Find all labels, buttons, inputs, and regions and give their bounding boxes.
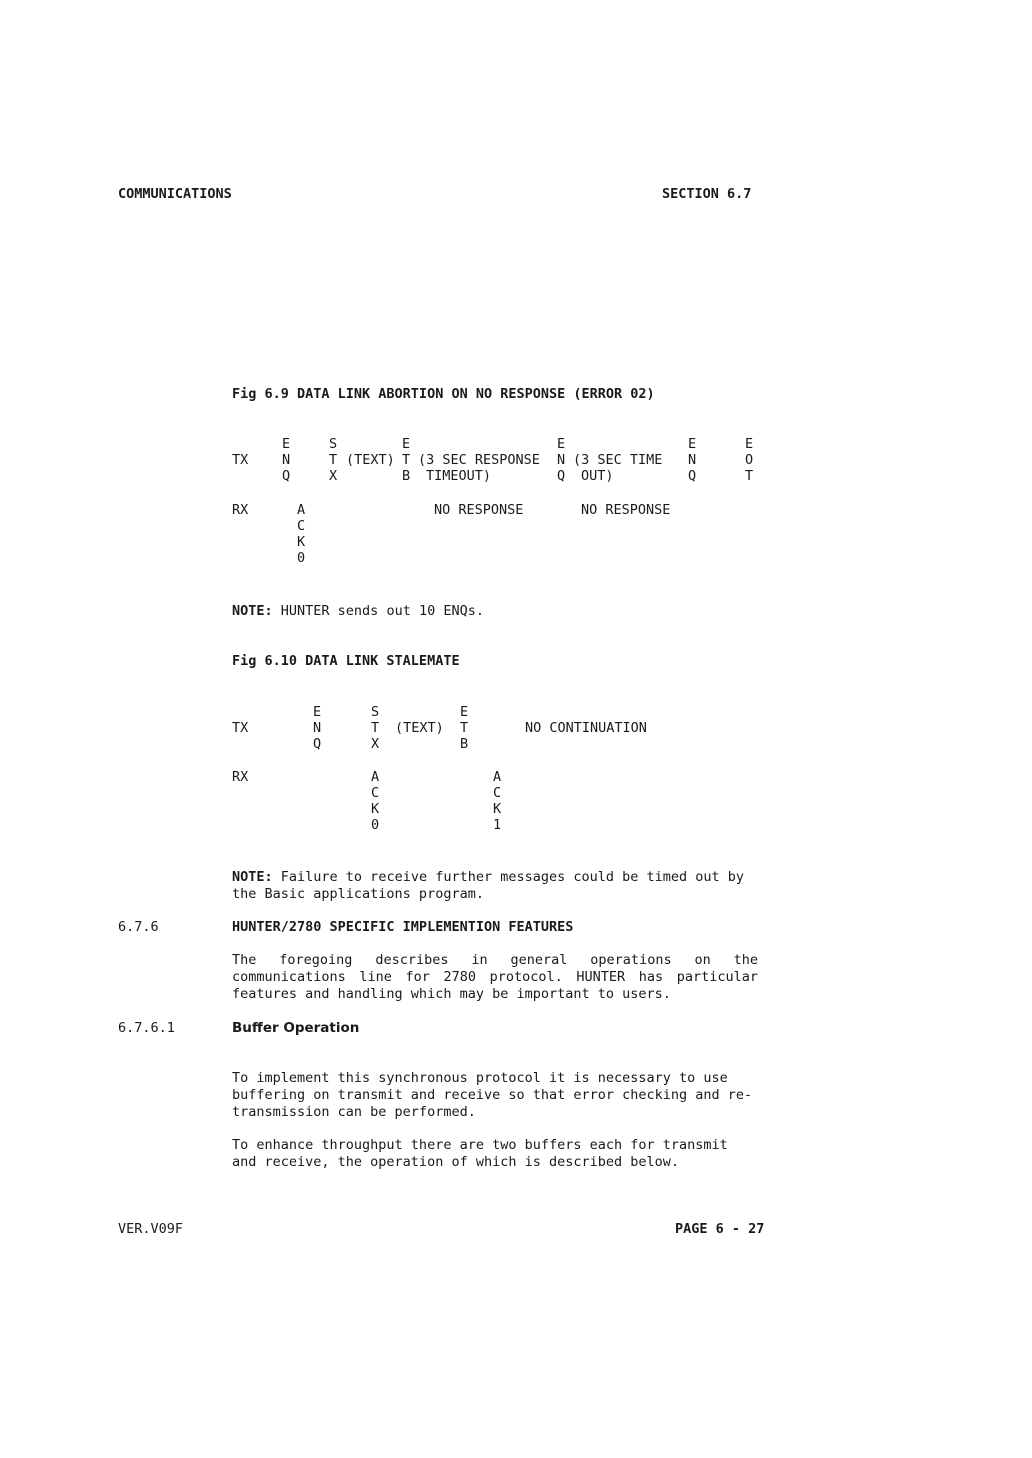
letter: X: [329, 468, 338, 484]
letter: K: [371, 801, 380, 817]
letter: T: [402, 452, 411, 468]
note-line1: Failure to receive further messages could be timed out by: [280, 869, 745, 885]
letter: T: [745, 468, 754, 484]
fig610-no-continuation: NO CONTINUATION: [525, 720, 647, 736]
letter: N: [557, 452, 566, 468]
letter: A: [371, 769, 380, 785]
letter: 1: [493, 817, 502, 833]
fig69-no-response-1: NO RESPONSE: [434, 502, 524, 518]
letter: Q: [313, 736, 322, 752]
fig69-timeout1-line2: TIMEOUT): [426, 468, 492, 484]
letter: E: [313, 704, 322, 720]
fig69-timeout2-line2: OUT): [581, 468, 614, 484]
letter: C: [371, 785, 380, 801]
fig69-note: [232, 603, 484, 619]
letter: X: [371, 736, 380, 752]
fig610-tx-label: TX: [232, 720, 249, 736]
section-6761-heading: Buffer Operation: [232, 1020, 360, 1036]
letter: B: [460, 736, 469, 752]
header-left: COMMUNICATIONS: [118, 186, 232, 202]
letter: Q: [282, 468, 291, 484]
letter: N: [313, 720, 322, 736]
letter: N: [688, 452, 697, 468]
footer-page: PAGE 6 - 27: [675, 1221, 765, 1237]
section-676-body: The foregoing describes in general operations on the communications line for 2780 protocol. HUNTER has particular features and handling which may be important to users.: [232, 952, 758, 1002]
letter: E: [688, 436, 697, 452]
section-676-heading: HUNTER/2780 SPECIFIC IMPLEMENTION FEATURES: [232, 919, 574, 935]
fig610-note: [232, 869, 744, 885]
letter: T: [371, 720, 380, 736]
letter: T: [460, 720, 469, 736]
letter: E: [557, 436, 566, 452]
fig610-rx-label: RX: [232, 769, 249, 785]
letter: C: [493, 785, 502, 801]
note-label: NOTE:: [232, 869, 273, 885]
fig69-no-response-2: NO RESPONSE: [581, 502, 671, 518]
letter: S: [371, 704, 380, 720]
letter: Q: [557, 468, 566, 484]
section-6761-para2: To enhance throughput there are two buffers each for transmit and receive, the operation of which is described below.: [232, 1137, 728, 1170]
note-label: NOTE:: [232, 603, 273, 619]
letter: O: [745, 452, 754, 468]
fig610-title: Fig 6.10 DATA LINK STALEMATE: [232, 653, 460, 669]
fig610-text: (TEXT): [395, 720, 444, 736]
letter: C: [297, 518, 306, 534]
letter: A: [493, 769, 502, 785]
letter: 0: [371, 817, 380, 833]
fig69-tx-label: TX: [232, 452, 249, 468]
fig69-text: (TEXT): [346, 452, 395, 468]
fig69-timeout2-line1: (3 SEC TIME: [573, 452, 663, 468]
fig69-timeout1-line1: (3 SEC RESPONSE: [418, 452, 540, 468]
header-right: SECTION 6.7: [662, 186, 752, 202]
letter: E: [282, 436, 291, 452]
footer-version: VER.V09F: [118, 1221, 184, 1237]
letter: E: [460, 704, 469, 720]
section-6761-number: 6.7.6.1: [118, 1020, 175, 1036]
letter: T: [329, 452, 338, 468]
letter: N: [282, 452, 291, 468]
letter: 0: [297, 550, 306, 566]
note-text: HUNTER sends out 10 ENQs.: [280, 603, 484, 619]
fig69-rx-label: RX: [232, 502, 249, 518]
letter: E: [402, 436, 411, 452]
letter: E: [745, 436, 754, 452]
fig610-note-line2: the Basic applications program.: [232, 886, 484, 902]
letter: Q: [688, 468, 697, 484]
letter: S: [329, 436, 338, 452]
letter: K: [493, 801, 502, 817]
fig69-title: Fig 6.9 DATA LINK ABORTION ON NO RESPONSE (ERROR 02): [232, 386, 655, 402]
letter: A: [297, 502, 306, 518]
section-676-number: 6.7.6: [118, 919, 159, 935]
letter: B: [402, 468, 411, 484]
section-6761-para1: To implement this synchronous protocol it is necessary to use buffering on transmit and receive so that error checking and re-transmission can be performed.: [232, 1070, 753, 1120]
letter: K: [297, 534, 306, 550]
